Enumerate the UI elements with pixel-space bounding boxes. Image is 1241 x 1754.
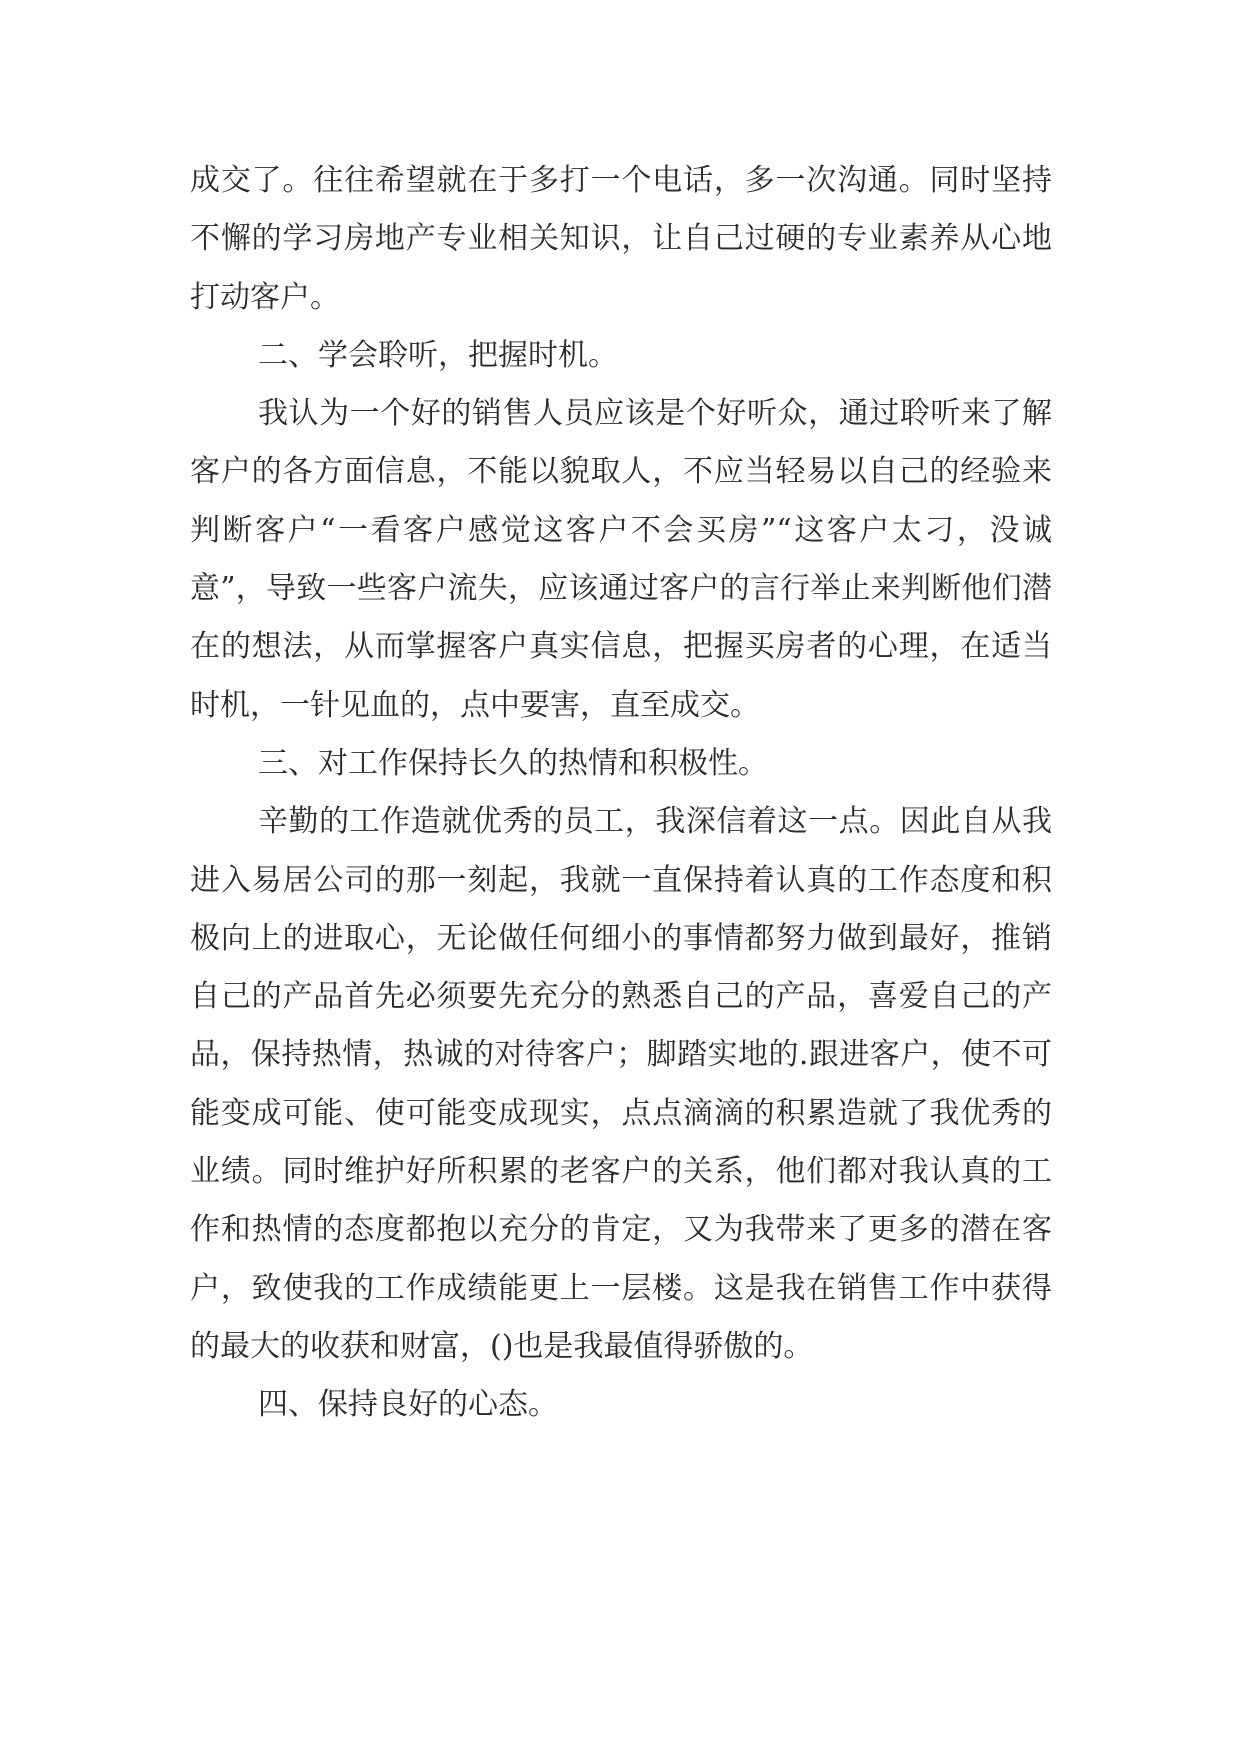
section-heading-listening: 二、学会聆听，把握时机。 [258, 337, 618, 373]
section-heading-attitude: 四、保持良好的心态。 [258, 1387, 558, 1423]
paragraph-listening: 我认为一个好的销售人员应该是个好听众，通过聆听来了解客户的各方面信息，不能以貌取人，不应当轻易以自己的经验来判断客户“一看客户感觉这客户不会买房”“这客户太刁，没诚意”，导致一些客户流失，应该通过客户的言行举止来判断他们潜在的想法，从而掌握客户真实信息，把握买房者的心理，在适当时机，一针见血的，点中要害，直至成交。 [190, 396, 1052, 723]
document-body [190, 152, 1052, 1435]
paragraph-continuation: 成交了。往往希望就在于多打一个电话，多一次沟通。同时坚持不懈的学习房地产专业相关知识，让自己过硬的专业素养从心地打动客户。 [190, 163, 1052, 315]
paragraph-enthusiasm: 辛勤的工作造就优秀的员工，我深信着这一点。因此自从我进入易居公司的那一刻起，我就一直保持着认真的工作态度和积极向上的进取心，无论做任何细小的事情都努力做到最好，推销自己的产品首先必须要先充分的熟悉自己的产品，喜爱自己的产品，保持热情，热诚的对待客户；脚踏实地的.跟进客户，使不可能变成可能、使可能变成现实，点点滴滴的积累造就了我优秀的业绩。同时维护好所积累的老客户的关系，他们都对我认真的工作和热情的态度都抱以充分的肯定，又为我带来了更多的潜在客户，致使我的工作成绩能更上一层楼。这是我在销售工作中获得的最大的收获和财富，()也是我最值得骄傲的。 [190, 804, 1052, 1364]
section-heading-enthusiasm: 三、对工作保持长久的热情和积极性。 [258, 745, 768, 781]
